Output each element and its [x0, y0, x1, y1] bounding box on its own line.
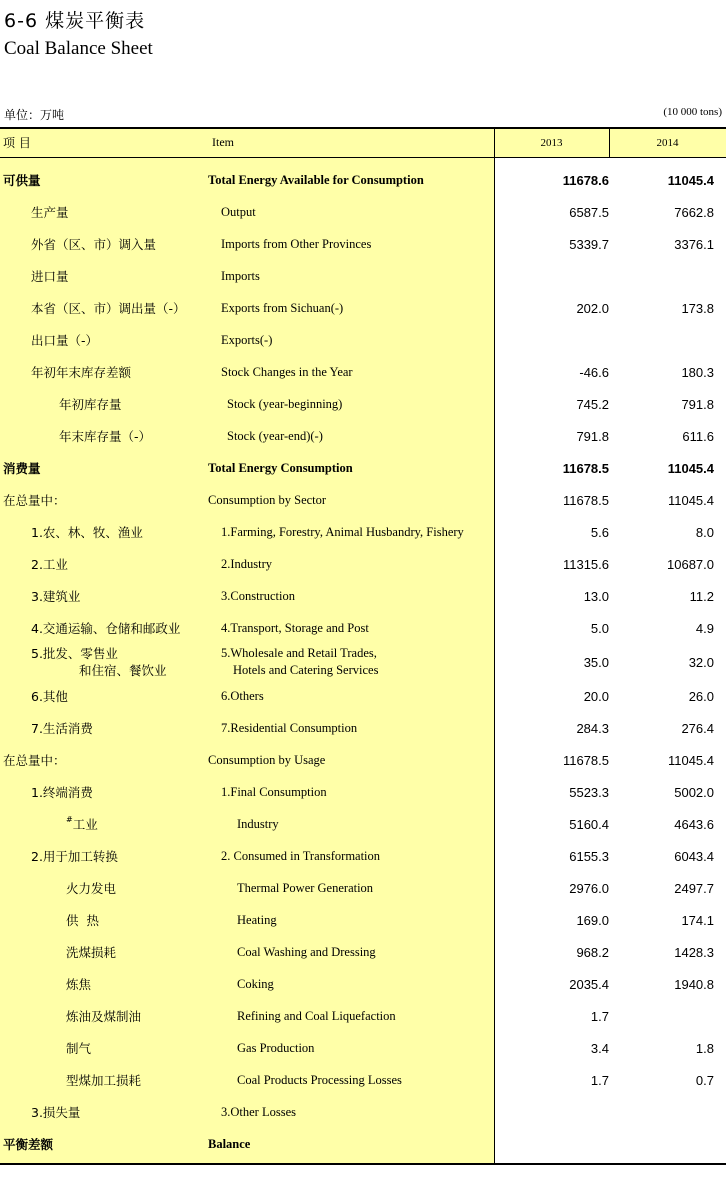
- value-2013: 1.7: [590, 1008, 609, 1024]
- value-2013: 2035.4: [569, 976, 609, 992]
- table-row: [0, 196, 726, 228]
- row-label-en: Coal Products Processing Losses: [237, 1072, 402, 1087]
- value-2013: 284.3: [576, 720, 609, 736]
- table-header-row: [0, 128, 726, 157]
- row-label-en: Imports: [221, 268, 260, 283]
- value-2014: 174.1: [681, 912, 714, 928]
- value-2014: 11045.4: [667, 460, 714, 476]
- value-2013: [494, 1096, 609, 1128]
- table-row: [0, 484, 726, 516]
- value-2013: -46.6: [579, 364, 609, 380]
- year-divider: [609, 128, 610, 158]
- row-label-cn: 2.工业: [31, 557, 68, 572]
- value-2013: 11678.6: [562, 172, 609, 188]
- value-2014: 1.8: [695, 1040, 714, 1056]
- table-row: [0, 548, 726, 580]
- value-2014: [609, 260, 726, 292]
- value-2014: 8.0: [695, 524, 714, 540]
- table-row: [0, 292, 726, 324]
- row-label-en: Refining and Coal Liquefaction: [237, 1008, 396, 1023]
- value-2014: 26.0: [688, 688, 714, 704]
- row-label-cn: 年初年末库存差额: [31, 365, 132, 380]
- value-2013: 5160.4: [569, 816, 609, 832]
- table-row: [0, 228, 726, 260]
- table-row: [0, 1032, 726, 1064]
- row-label-en: 2. Consumed in Transformation: [221, 848, 381, 863]
- row-label-cn: 火力发电: [66, 881, 117, 896]
- row-label-en: Stock (year-end)(-): [227, 428, 323, 443]
- table-row: [0, 808, 726, 840]
- table-row: [0, 516, 726, 548]
- row-label-cn: 4.交通运输、仓储和邮政业: [31, 621, 181, 636]
- value-2013: 20.0: [583, 688, 609, 704]
- value-2013: 745.2: [576, 396, 609, 412]
- value-2014: [609, 1096, 726, 1128]
- row-label-cn: 型煤加工损耗: [66, 1073, 142, 1088]
- row-label-en: Stock Changes in the Year: [221, 364, 353, 379]
- table-row: [0, 872, 726, 904]
- row-label-en: Exports(-): [221, 332, 273, 347]
- table-row: [0, 644, 726, 680]
- row-label-en: Thermal Power Generation: [237, 880, 374, 895]
- row-label-en-line1: 5.Wholesale and Retail Trades,: [221, 646, 377, 660]
- row-label-cn: [0, 808, 208, 840]
- table-row: [0, 420, 726, 452]
- value-2014: [609, 1000, 726, 1032]
- row-label-en: Stock (year-beginning): [227, 396, 343, 411]
- row-label-en: Coal Washing and Dressing: [237, 944, 376, 959]
- row-label-en-line2: Hotels and Catering Services: [233, 663, 379, 677]
- row-label-cn: 7.生活消费: [31, 721, 93, 736]
- row-label-en: Total Energy Consumption: [208, 460, 353, 475]
- row-label-en: Imports from Other Provinces: [221, 236, 372, 251]
- row-label-cn: 在总量中：: [3, 493, 66, 508]
- value-2013: 169.0: [576, 912, 609, 928]
- table-row: [0, 260, 726, 292]
- value-2014: 791.8: [681, 396, 714, 412]
- table-row: [0, 1128, 726, 1160]
- row-label-en: Total Energy Available for Consumption: [208, 172, 424, 187]
- row-label-cn: 1.终端消费: [31, 785, 93, 800]
- row-label-cn-text: 工业: [72, 817, 98, 832]
- value-2013: 3.4: [590, 1040, 609, 1056]
- value-2013: 791.8: [576, 428, 609, 444]
- value-2014: 32.0: [688, 654, 714, 670]
- row-label-en: 3.Construction: [221, 588, 295, 603]
- value-2014: 173.8: [681, 300, 714, 316]
- header-rule: [0, 157, 726, 158]
- page-title-en: Coal Balance Sheet: [4, 38, 153, 59]
- value-2013: 11678.5: [562, 752, 609, 768]
- value-2013: 202.0: [576, 300, 609, 316]
- row-label-cn-line1: 5.批发、零售业: [31, 646, 118, 661]
- value-2014: 10687.0: [667, 556, 714, 572]
- table-row: [0, 164, 726, 196]
- value-2014: 611.6: [682, 428, 714, 444]
- value-2013: [494, 324, 609, 356]
- header-item-en: Item: [212, 135, 234, 149]
- row-label-cn: 年末库存量（-）: [59, 429, 152, 444]
- table-row: [0, 612, 726, 644]
- table-row: [0, 712, 726, 744]
- value-2013: 968.2: [576, 944, 609, 960]
- row-label-cn: 2.用于加工转换: [31, 849, 118, 864]
- value-2014: 2497.7: [674, 880, 714, 896]
- row-label-cn: 年初库存量: [59, 397, 122, 412]
- row-label-en: Coking: [237, 976, 274, 991]
- value-2013: 5.0: [590, 620, 609, 636]
- row-label-cn: 3.建筑业: [31, 589, 81, 604]
- table-row: [0, 580, 726, 612]
- header-item-cn: 项 目: [3, 136, 31, 150]
- value-2014: 11.2: [689, 588, 714, 604]
- footnote-mark: #: [66, 815, 73, 824]
- row-label-cn: 炼油及煤制油: [66, 1009, 142, 1024]
- table-row: [0, 356, 726, 388]
- row-label-cn: 本省（区、市）调出量（-）: [31, 301, 186, 316]
- unit-label-cn: 单位：万吨: [4, 108, 65, 122]
- column-divider: [494, 128, 495, 1164]
- bottom-rule: [0, 1163, 726, 1165]
- value-2013: 6587.5: [569, 204, 609, 220]
- row-label-cn: 洗煤损耗: [66, 945, 117, 960]
- table-row: [0, 936, 726, 968]
- row-label-cn: 平衡差额: [3, 1137, 54, 1152]
- value-2013: 5.6: [590, 524, 609, 540]
- row-label-cn: 供 热: [66, 913, 99, 928]
- row-label-en: 2.Industry: [221, 556, 273, 571]
- row-label-en: Gas Production: [237, 1040, 315, 1055]
- row-label-en: 1.Final Consumption: [221, 784, 327, 799]
- row-label-en: 4.Transport, Storage and Post: [221, 620, 369, 635]
- header-year-2014: 2014: [609, 128, 726, 157]
- row-label-en: 7.Residential Consumption: [221, 720, 358, 735]
- row-label-cn: 外省（区、市）调入量: [31, 237, 157, 252]
- value-2013: [494, 260, 609, 292]
- coal-balance-table: [0, 128, 726, 1160]
- table-row: [0, 744, 726, 776]
- table-row: [0, 1064, 726, 1096]
- row-label-en: Exports from Sichuan(-): [221, 300, 344, 315]
- value-2014: 11045.4: [667, 172, 714, 188]
- row-label-en: Consumption by Usage: [208, 752, 326, 767]
- value-2014: 4.9: [695, 620, 714, 636]
- row-label-en: Consumption by Sector: [208, 492, 327, 507]
- row-label-en: Balance: [208, 1136, 251, 1151]
- unit-label-en: (10 000 tons): [663, 106, 722, 118]
- value-2013: 2976.0: [569, 880, 609, 896]
- row-label-cn: [0, 644, 208, 680]
- row-label-cn: 制气: [66, 1041, 92, 1056]
- value-2014: 3376.1: [674, 236, 714, 252]
- value-2014: 7662.8: [674, 204, 714, 220]
- table-row: [0, 1000, 726, 1032]
- value-2014: [609, 1128, 726, 1160]
- value-2014: 1940.8: [674, 976, 714, 992]
- value-2013: 11678.5: [562, 492, 609, 508]
- row-label-en: Heating: [237, 912, 277, 927]
- value-2014: 5002.0: [674, 784, 714, 800]
- value-2013: 6155.3: [569, 848, 609, 864]
- value-2013: 5339.7: [569, 236, 609, 252]
- table-row: [0, 452, 726, 484]
- row-label-cn: 6.其他: [31, 689, 68, 704]
- value-2013: 5523.3: [569, 784, 609, 800]
- value-2014: 4643.6: [674, 816, 714, 832]
- value-2014: 0.7: [695, 1072, 714, 1088]
- row-label-en: [208, 644, 494, 680]
- row-label-cn: 3.损失量: [31, 1105, 81, 1120]
- value-2013: 1.7: [590, 1072, 609, 1088]
- table-row: [0, 388, 726, 420]
- row-label-cn: 生产量: [31, 205, 69, 220]
- row-label-cn: 1.农、林、牧、渔业: [31, 525, 143, 540]
- page-title-cn: 6-6 煤炭平衡表: [4, 10, 146, 32]
- table-row: [0, 840, 726, 872]
- top-rule: [0, 127, 726, 129]
- table-row: [0, 1096, 726, 1128]
- row-label-cn: 进口量: [31, 269, 69, 284]
- value-2013: 11315.6: [562, 556, 609, 572]
- row-label-en: Output: [221, 204, 256, 219]
- row-label-en: 3.Other Losses: [221, 1104, 296, 1119]
- value-2014: 11045.4: [667, 492, 714, 508]
- table-row: [0, 904, 726, 936]
- value-2014: 276.4: [681, 720, 714, 736]
- row-label-en: Industry: [237, 816, 279, 831]
- value-2013: 35.0: [583, 654, 609, 670]
- table-row: [0, 968, 726, 1000]
- value-2013: [494, 1128, 609, 1160]
- row-label-cn: 出口量（-）: [31, 333, 99, 348]
- row-label-cn: 可供量: [3, 173, 41, 188]
- table-row: [0, 324, 726, 356]
- value-2014: 6043.4: [674, 848, 714, 864]
- row-label-en: 6.Others: [221, 688, 264, 703]
- value-2014: 1428.3: [674, 944, 714, 960]
- table-row: [0, 776, 726, 808]
- row-label-cn-line2: 和住宿、餐饮业: [79, 663, 167, 678]
- table-row: [0, 680, 726, 712]
- row-label-en: 1.Farming, Forestry, Animal Husbandry, Fishery: [221, 524, 464, 539]
- value-2014: 180.3: [681, 364, 714, 380]
- value-2013: 13.0: [583, 588, 609, 604]
- value-2014: [609, 324, 726, 356]
- row-label-cn: 在总量中：: [3, 753, 66, 768]
- value-2013: 11678.5: [562, 460, 609, 476]
- header-year-2013: 2013: [494, 128, 609, 157]
- row-label-cn: 消费量: [3, 461, 41, 476]
- row-label-cn: 炼焦: [66, 977, 92, 992]
- value-2014: 11045.4: [667, 752, 714, 768]
